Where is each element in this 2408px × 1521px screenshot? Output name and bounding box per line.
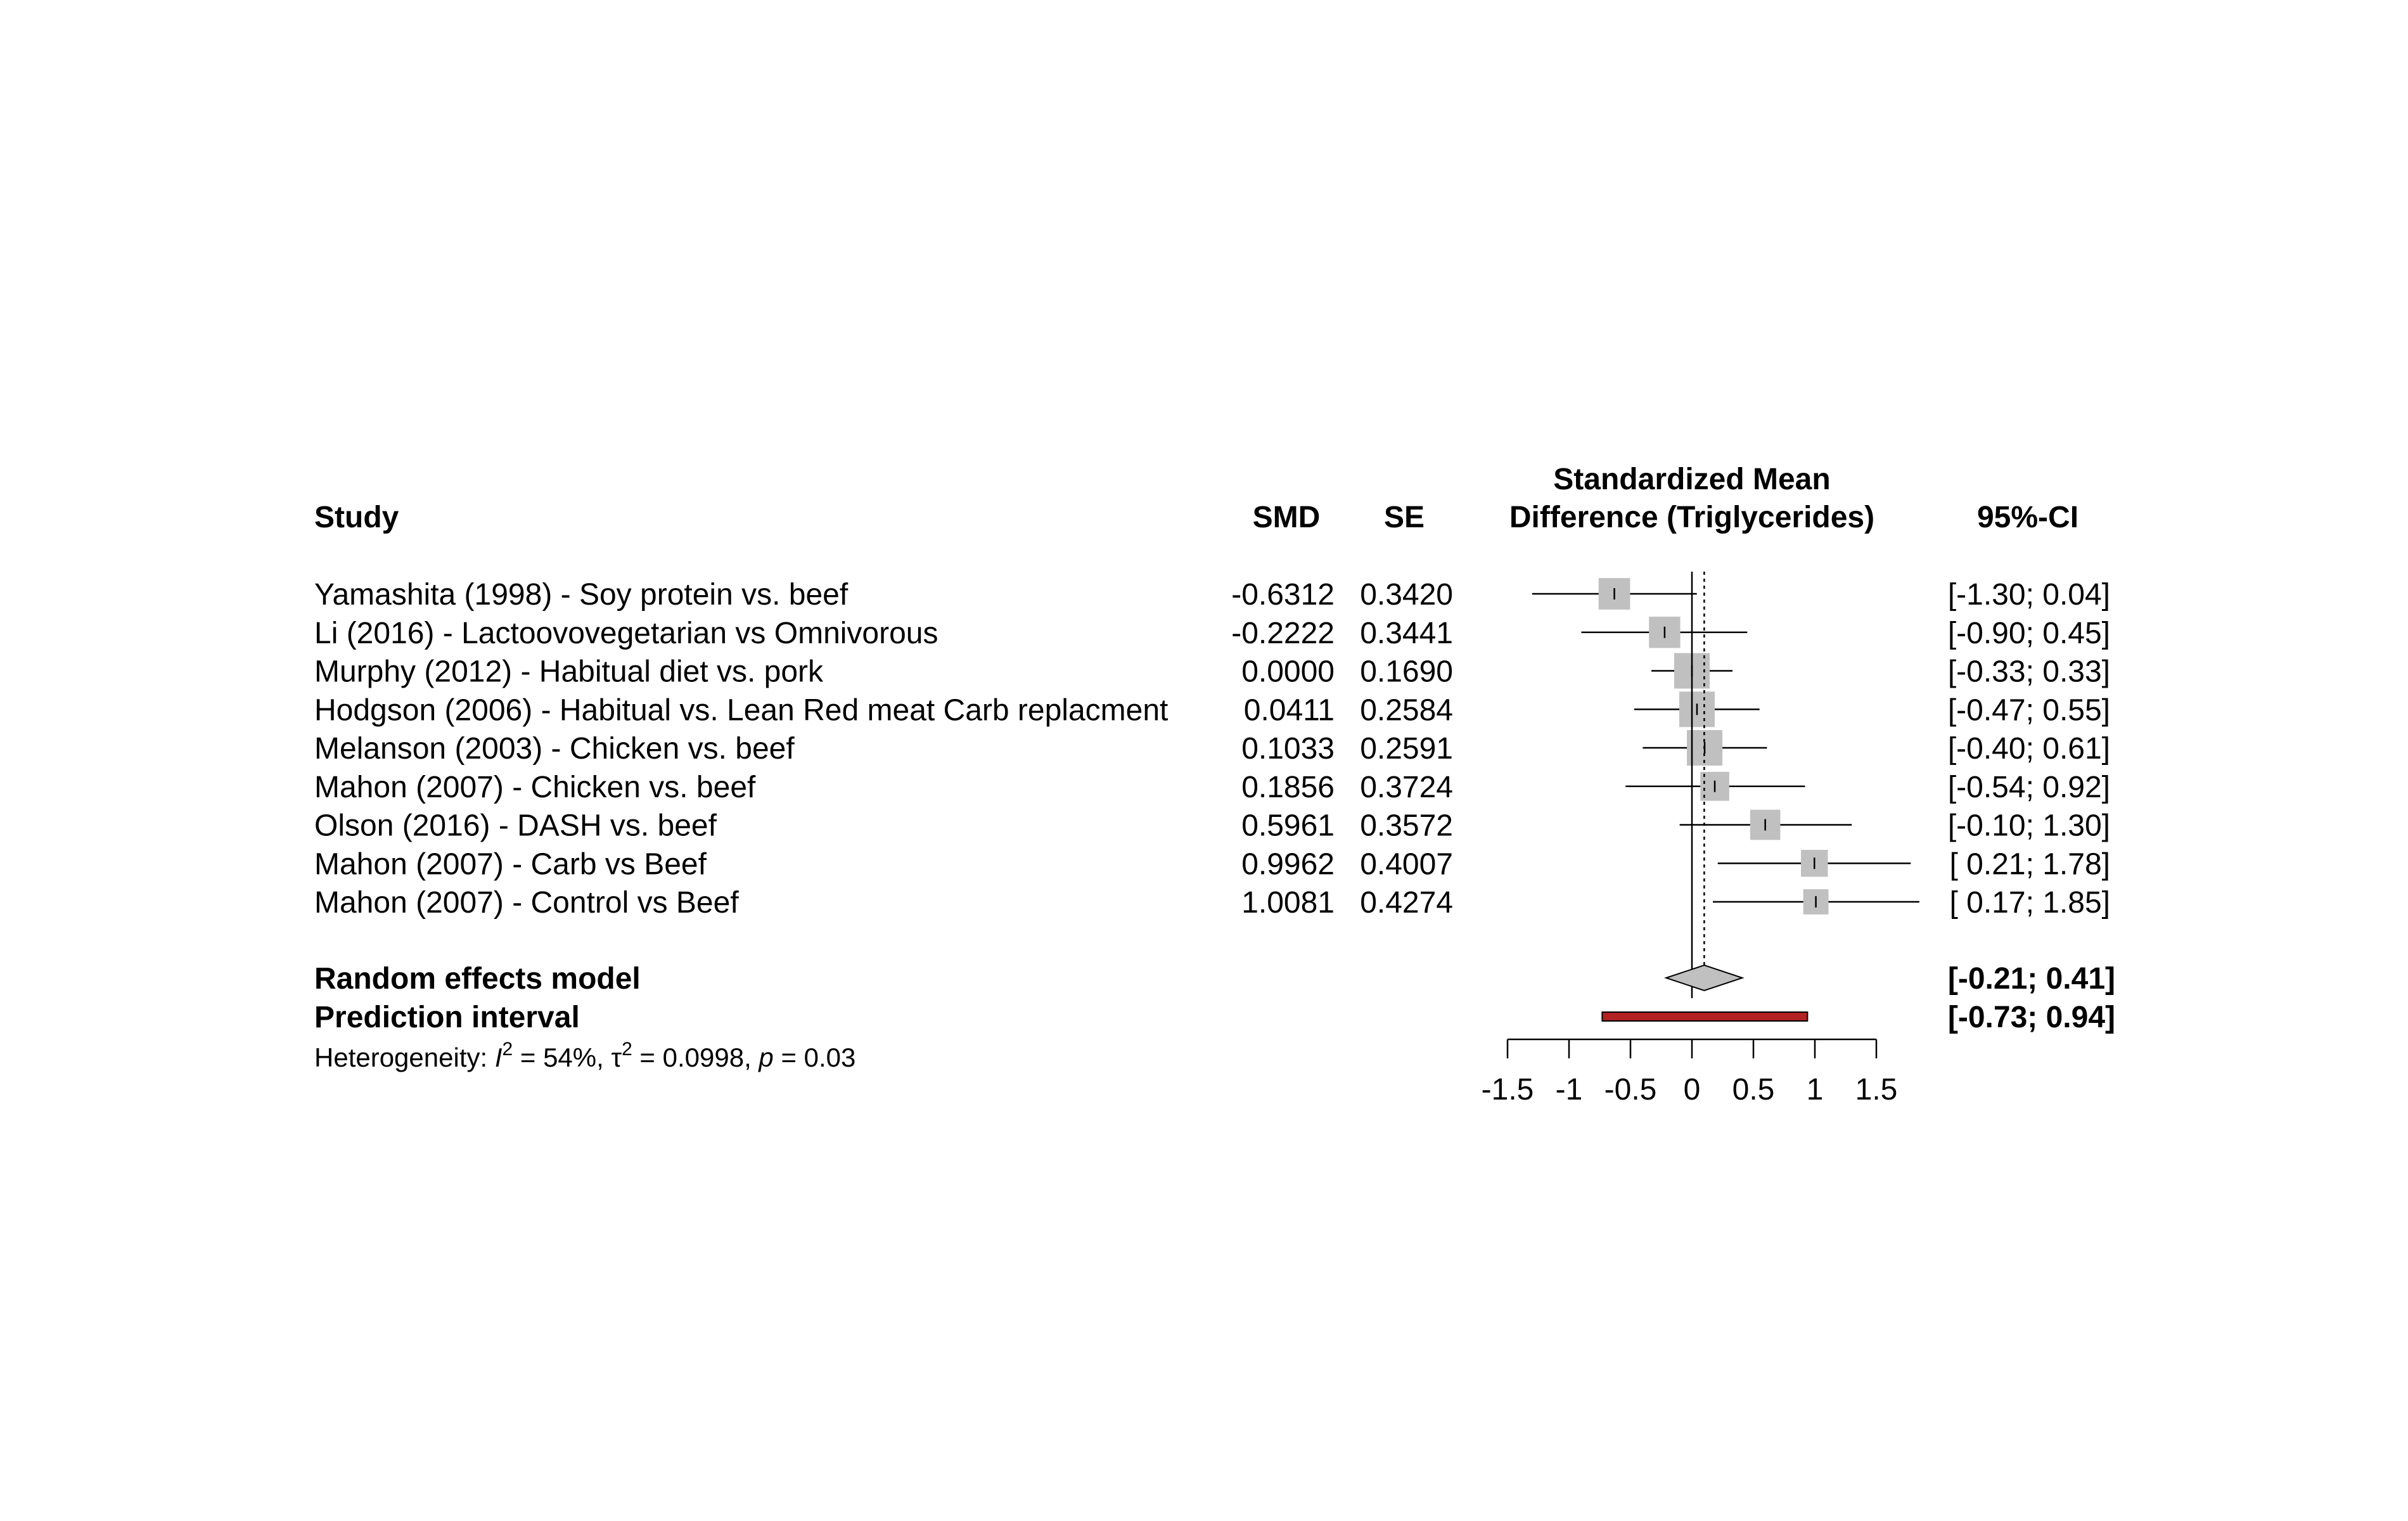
smd-value: 0.0000 — [1241, 655, 1335, 689]
header-se: SE — [1383, 501, 1425, 534]
se-value: 0.4007 — [1360, 847, 1453, 882]
ci-value: [ 0.21; 1.78] — [1949, 847, 2110, 882]
heterogeneity-i2-value: = 54%, — [513, 1043, 612, 1072]
random-effects-diamond — [1666, 965, 1742, 991]
study-label: Li (2016) - Lactoovovegetarian vs Omnivorous — [314, 616, 938, 650]
header-study: Study — [314, 501, 399, 534]
smd-value: 0.1033 — [1241, 732, 1335, 766]
heterogeneity-i2-sup: 2 — [502, 1039, 513, 1060]
smd-value: 0.5961 — [1241, 809, 1335, 843]
ci-value: [-0.10; 1.30] — [1947, 809, 2110, 843]
ci-value: [-0.40; 0.61] — [1947, 732, 2110, 766]
smd-value: -0.6312 — [1231, 578, 1335, 612]
heterogeneity-tau-sup: 2 — [622, 1039, 632, 1060]
x-tick-label: 0.5 — [1732, 1073, 1775, 1107]
study-label: Mahon (2007) - Chicken vs. beef — [314, 770, 756, 804]
x-tick-label: -1.5 — [1481, 1073, 1534, 1107]
se-value: 0.3724 — [1360, 770, 1453, 804]
se-value: 0.3572 — [1360, 809, 1453, 843]
heterogeneity-text — [314, 1039, 855, 1072]
ci-value: [-0.90; 0.45] — [1947, 616, 2110, 650]
prediction-interval-ci: [-0.73; 0.94] — [1947, 1001, 2115, 1034]
heterogeneity-prefix: Heterogeneity: — [314, 1043, 495, 1072]
x-tick-label: 0 — [1683, 1073, 1701, 1107]
study-label: Yamashita (1998) - Soy protein vs. beef — [314, 578, 849, 612]
smd-value: 0.9962 — [1241, 847, 1335, 882]
ci-value: [-0.33; 0.33] — [1947, 655, 2110, 689]
smd-value: 0.1856 — [1241, 770, 1335, 804]
heterogeneity-tau-symbol: τ — [611, 1043, 622, 1072]
x-tick-label: 1 — [1806, 1073, 1824, 1107]
se-value: 0.4274 — [1360, 886, 1453, 920]
se-value: 0.3420 — [1360, 578, 1453, 612]
study-label: Murphy (2012) - Habitual diet vs. pork — [314, 655, 824, 689]
se-value: 0.2584 — [1360, 693, 1453, 728]
header-plot-title-2: Difference (Triglycerides) — [1509, 501, 1875, 534]
study-label: Melanson (2003) - Chicken vs. beef — [314, 732, 795, 766]
heterogeneity-tau-value: = 0.0998, — [632, 1043, 759, 1072]
x-axis — [1482, 1039, 1898, 1107]
se-value: 0.1690 — [1360, 655, 1453, 689]
se-value: 0.2591 — [1360, 732, 1453, 766]
header-ci: 95%-CI — [1976, 501, 2079, 534]
prediction-interval-label: Prediction interval — [314, 1001, 580, 1034]
random-effects-label: Random effects model — [314, 962, 641, 996]
prediction-interval-bar — [1602, 1012, 1807, 1021]
random-effects-ci: [-0.21; 0.41] — [1947, 962, 2115, 996]
ci-value: [-0.54; 0.92] — [1947, 770, 2110, 804]
study-label: Mahon (2007) - Carb vs Beef — [314, 847, 707, 882]
plot-marks — [1532, 572, 1919, 1021]
study-rows — [314, 578, 2110, 920]
header-plot-title-1: Standardized Mean — [1553, 463, 1831, 496]
study-label: Olson (2016) - DASH vs. beef — [314, 809, 717, 843]
ci-value: [ 0.17; 1.85] — [1949, 886, 2110, 920]
x-tick-label: -0.5 — [1604, 1073, 1657, 1107]
x-tick-label: -1 — [1555, 1073, 1583, 1107]
heterogeneity-i2-symbol: I — [494, 1043, 503, 1072]
ci-value: [-1.30; 0.04] — [1947, 578, 2110, 612]
x-tick-label: 1.5 — [1855, 1073, 1898, 1107]
smd-value: 0.0411 — [1243, 693, 1335, 728]
se-value: 0.3441 — [1360, 616, 1453, 650]
ci-value: [-0.47; 0.55] — [1947, 693, 2110, 728]
smd-value: 1.0081 — [1241, 886, 1335, 920]
heterogeneity-p-value: = 0.03 — [773, 1043, 856, 1072]
study-label: Hodgson (2006) - Habitual vs. Lean Red meat Carb replacment — [314, 693, 1169, 728]
heterogeneity-p-symbol: p — [759, 1043, 774, 1072]
header-smd: SMD — [1252, 501, 1321, 534]
smd-value: -0.2222 — [1231, 616, 1335, 650]
study-label: Mahon (2007) - Control vs Beef — [314, 886, 739, 920]
